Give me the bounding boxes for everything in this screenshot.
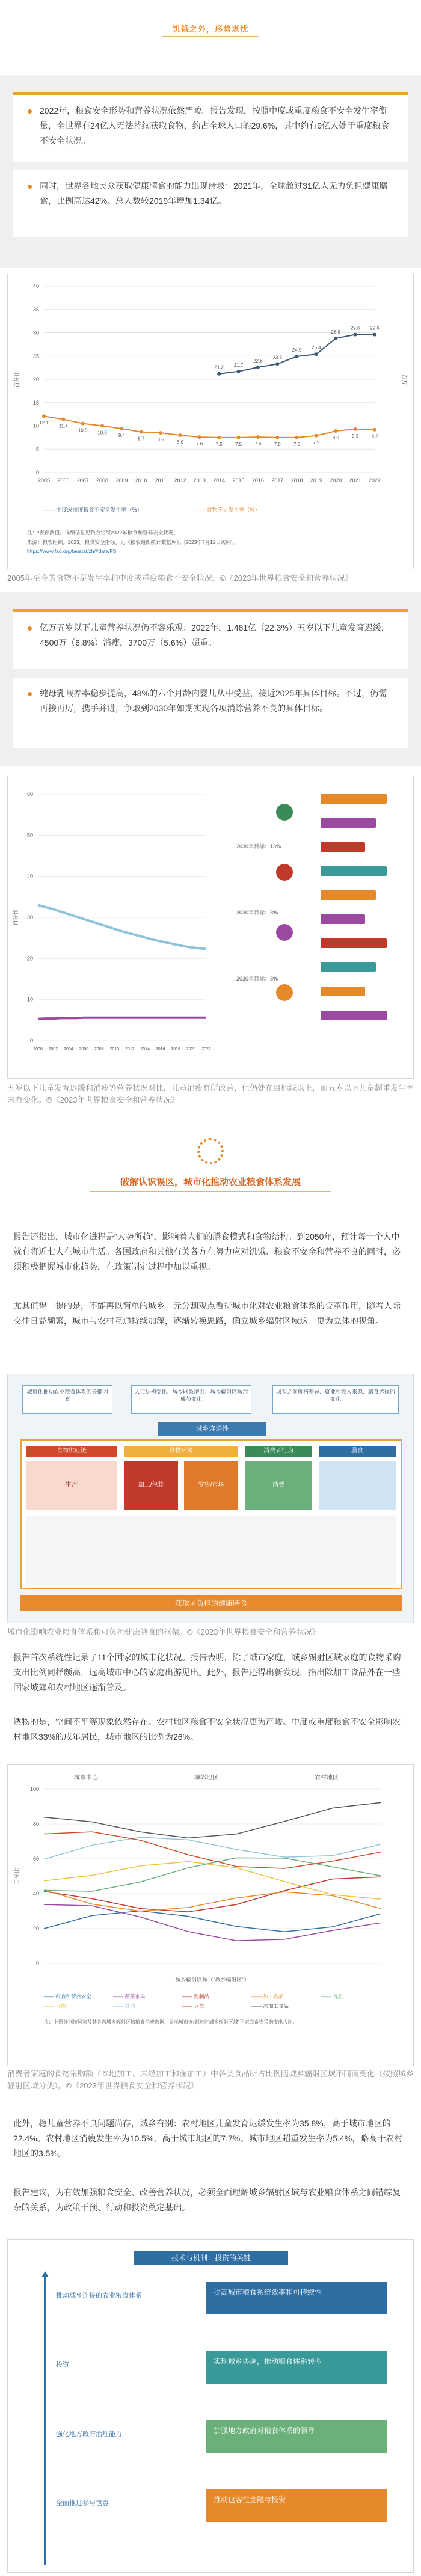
- chart1-data-label: 7.5: [215, 441, 223, 447]
- chart3-caption: 消费者家庭的食物采购额（本地加工、未经加工和深加工）中各类食品所占比例随城乡辐射区域不同而变化（按照城乡辐射区域分类）。©《2023年世界粮食安全和营养状况》: [7, 2069, 414, 2090]
- chart3-zone-label: 城市中心: [74, 1775, 98, 1781]
- chart1-ytick: 35: [32, 306, 39, 313]
- chart1-xtick: 2006: [57, 477, 70, 483]
- chart1-data-label: 8.5: [157, 437, 164, 443]
- chart1-data-label: 10.5: [78, 427, 88, 433]
- chart1-ytick: 40: [32, 283, 39, 289]
- diagram-col4: 膳食: [319, 1446, 396, 1457]
- chart4-left-label: 推动城乡连接的农业粮食体系: [56, 2292, 142, 2299]
- chart1-data-label: 21.2: [214, 364, 224, 370]
- chart3-xlabel: 城乡辐射区域（“城乡辐射区”）: [175, 1977, 250, 1983]
- chart3-legend-item: —— 蔬菜水果: [113, 1993, 146, 1999]
- chart3-ytick: 100: [29, 1786, 39, 1792]
- chart2-infobar: [321, 866, 387, 876]
- chart2-xtick: 2010: [109, 1047, 120, 1051]
- chart1-point: [295, 436, 299, 439]
- person-icon: [276, 864, 293, 881]
- chart1-point: [217, 436, 221, 439]
- chart1-data-label: 8.9: [332, 435, 339, 441]
- chart1-point: [256, 366, 260, 369]
- diagram-driver-box: 城市化推动农业粮食体系的关键因素: [22, 1385, 112, 1414]
- chart4-item-box: 实现城乡协调，推动粮食体系转型: [206, 2351, 387, 2384]
- chart3-ytick: 0: [35, 1960, 39, 1966]
- bullet-dot: [28, 185, 32, 189]
- chart3-box: [7, 1764, 414, 2066]
- chart1-xtick: 2010: [135, 477, 147, 483]
- chart1-data-label: 7.6: [254, 441, 262, 447]
- chart1-point: [237, 370, 241, 373]
- chart1-point: [61, 418, 65, 421]
- chart1-point: [334, 429, 337, 433]
- chart3-ytick: 20: [32, 1926, 39, 1932]
- chart1-xtick: 2015: [232, 477, 245, 483]
- chart4-item-box: 加强地方政府对粮食体系的领导: [206, 2420, 387, 2453]
- diagram-caption: 城市化影响农业粮食体系和可负担健康膳食的框架。©《2023年世界粮食安全和营养状况》: [7, 1627, 320, 1636]
- chart2-infobar: [321, 962, 376, 972]
- chart1-xtick: 2011: [155, 477, 167, 483]
- chart2-xtick: 2016: [155, 1047, 165, 1051]
- bullet-text-4: 纯母乳喂养率稳步提高，48%的六个月龄内婴儿从中受益，接近2025年具体目标。不过，仍需再接再厉，携手并进，争取到2030年如期实现各项消除营养不良的具体目标。: [40, 688, 387, 713]
- chart2-infobar: [321, 890, 376, 900]
- section3-para5: 此外，稳儿童营养不良问题尚存，城乡有别：农村地区儿童发育迟缓发生率为35.8%，高于城市地区的22.4%。农村地区消瘦发生率为10.5%，高于城市地区的7.7%。城市地区超重发生率为5.4%，略高于农村地区的3.5%。: [13, 2119, 403, 2158]
- chart1-xtick: 2018: [290, 477, 303, 483]
- chart1-data-label: 8.7: [138, 436, 145, 442]
- chart1-point: [354, 427, 357, 431]
- chart3-ytick: 80: [32, 1821, 39, 1827]
- chart3-legend-item: —— 乳制品: [182, 1993, 209, 1999]
- chart1-data-label: 11.4: [58, 423, 68, 429]
- chart1-xtick: 2009: [115, 477, 128, 483]
- chart1-point: [81, 422, 85, 426]
- diagram-frame: [20, 1439, 402, 1589]
- chart1-data-label: 21.7: [233, 362, 244, 368]
- chart3-legend-item: —— 豆类: [182, 2003, 204, 2009]
- section3-para2: 尤其值得一提的是，不能再以简单的城乡二元分割观点看待城市化对农业粮食体系的变革作用，随着人际交往日益频繁，城市与农村互通持续加深，逐渐转换思路，确立城乡辐射区域这一更为立体的视角。: [13, 1301, 401, 1326]
- chart1-legend-item: —— 食物不足发生率（%）: [194, 507, 260, 513]
- chart2-infobar: [321, 987, 365, 996]
- chart1-series-line: [44, 416, 375, 438]
- bullet-dot: [28, 692, 32, 696]
- chart1-data-label: 29.6: [350, 325, 360, 331]
- bullet-text-1: 2022年，粮食安全形势和营养状况依然严峻。报告发现，按照中度或重度粮食不安全发生率衡量，全世界有24亿人无法持续获取食物，约占全球人口的29.6%，其中约有9亿人处于重度粮食不安全状况。: [40, 106, 390, 145]
- bullet-text-2: 同时，世界各地民众获取健康膳食的能力出现滑坡：2021年，全球超过31亿人无力负担健康膳食，比例高达42%。总人数较2019年增加1.34亿。: [40, 181, 388, 206]
- chart1-xtick: 2008: [96, 477, 109, 483]
- chart1-xtick: 2016: [251, 477, 264, 483]
- chart3-zone-label: 农村地区: [315, 1775, 339, 1781]
- diagram-demography-box: 人口结构变化、城乡联系增强、城乡辐射区域形成与变化: [131, 1385, 251, 1414]
- chart3-legend-item: —— 深加工食品: [251, 2003, 289, 2009]
- chart4-item-box: 提高城市粮食系统效率和可持续性: [206, 2282, 387, 2314]
- chart1-point: [315, 434, 318, 438]
- chart3-note: 注：上图分别按国家及其各自城乡辐射区域粮食消费数据，显示城市连续统中“城乡辐射区域”下家庭食物采购支出占比。: [44, 2019, 298, 2025]
- person-icon: [276, 924, 293, 941]
- chart3-series-line: [44, 1837, 381, 1859]
- person-icon: [276, 984, 293, 1001]
- bullet-card-2: [13, 170, 408, 237]
- chart2-box: [7, 776, 414, 1079]
- section3-para3: 报告首次系统性记录了11个国家的城市化状况。报告表明，除了城市家庭，城乡辐射区域家庭的食物采购支出比例同样颇高，远高城市中心的家庭出游见出。此外，报告还得出新发现，指出除加工食品外在一些国家城郊和农村地区逐渐普及。: [13, 1653, 401, 1692]
- chart4-left-label: 全面推进参与包容: [56, 2500, 109, 2507]
- chart1-data-label: 7.5: [235, 441, 242, 447]
- chart3-ytick: 40: [32, 1891, 39, 1897]
- chart1-ylabel-right: 百万: [401, 373, 407, 385]
- chart2-ytick: 20: [26, 955, 33, 962]
- chart2-infobar: [321, 914, 365, 924]
- chart3-legend-item: —— 肉类: [321, 1993, 343, 1999]
- chart2-xtick: 2002: [48, 1047, 58, 1051]
- section1-title: 饥饿之外，形势堪忧: [172, 25, 248, 34]
- chart3-legend-item: —— 粮食和营养安全: [44, 1993, 91, 1999]
- chart1-data-label: 7.6: [196, 441, 203, 447]
- chart1-point: [373, 333, 376, 337]
- chart1-ytick: 5: [35, 446, 39, 453]
- chart1-source: 来源：粮农组织。2023。粮食安全指标。见《粮农组织统计数据库》。[2023年7月12日访问]。: [27, 539, 238, 545]
- bullet-card-4: [13, 678, 408, 748]
- chart1-xtick: 2021: [349, 477, 361, 483]
- chart1-xtick: 2022: [368, 477, 381, 483]
- chart1-point: [373, 428, 376, 432]
- diagram-diet-box: [319, 1461, 396, 1510]
- chart1-data-label: 9.4: [118, 433, 125, 439]
- chart1-data-label: 8.0: [176, 439, 184, 445]
- chart1-data-label: 23.3: [272, 355, 283, 361]
- bullet-dot: [28, 109, 32, 114]
- chart1-xtick: 2019: [310, 477, 322, 483]
- chart1-box: [7, 274, 414, 569]
- chart1-point: [42, 414, 46, 418]
- chart1-point: [354, 333, 357, 337]
- summary-panel-2: [0, 592, 421, 766]
- section3-para6: 报告建议，为有效加强粮食安全、改善营养状况，必须全面理解城乡辐射区域与农业粮食体系之间错综复杂的关系，为政策干预、行动和投资奠定基础。: [13, 2188, 401, 2212]
- chart4-title: 技术与机制：投资的关键: [134, 2251, 288, 2265]
- chart1-point: [334, 337, 337, 340]
- chart2-xtick: 2018: [171, 1047, 180, 1051]
- chart1-data-label: 7.5: [274, 441, 281, 447]
- chart2-xtick: 2012: [124, 1047, 135, 1051]
- chart3-legend-item: —— 谷物: [44, 2003, 66, 2009]
- diagram-col3: 消费者行为: [245, 1446, 312, 1457]
- chart2-svg: [8, 776, 413, 1078]
- chart1-data-label: 9.3: [352, 433, 359, 439]
- chart2-ylabel: 百分比: [13, 909, 19, 926]
- chart1-xtick: 2005: [37, 477, 51, 483]
- sdg-wheel-icon: [197, 1138, 224, 1164]
- chart4-left-label: 强化地方政府治理能力: [56, 2431, 122, 2438]
- chart3-legend-item: —— 加工食品: [251, 1993, 284, 1999]
- bullet-text-3: 亿万五岁以下儿童营养状况仍不容乐观：2022年，1.481亿（22.3%）五岁以下儿童发育迟缓，4500万（6.8%）消瘦，3700万（5.6%）超重。: [40, 623, 390, 647]
- chart2-infobar: [321, 938, 387, 948]
- chart2-infobar: [321, 842, 365, 852]
- chart4-left-label: 投资: [56, 2361, 69, 2369]
- section3-title: 破解认识误区，城市化推动农业粮食体系发展: [120, 1177, 301, 1187]
- chart1-data-label: 22.6: [253, 358, 263, 364]
- chart1-ytick: 15: [32, 399, 39, 406]
- bullet-dot: [28, 626, 32, 631]
- framework-diagram: [7, 1374, 414, 1623]
- chart1-ytick: 20: [32, 376, 39, 382]
- chart1-data-label: 24.9: [292, 347, 302, 353]
- chart1-data-label: 29.6: [370, 325, 380, 331]
- chart2-xtick: 2004: [64, 1047, 73, 1051]
- chart2-infobar: [321, 1011, 387, 1020]
- diagram-col1: 食物供应链: [26, 1446, 117, 1457]
- chart2-xtick: 2020: [186, 1047, 196, 1051]
- arrow-up-icon: [41, 2271, 49, 2277]
- chart1-xtick: 2012: [174, 477, 186, 483]
- diagram-production: [26, 1461, 117, 1510]
- chart2-infobar: [321, 818, 376, 828]
- diagram-detail-area: [26, 1516, 396, 1585]
- chart1-link[interactable]: https://www.fao.org/faostat/zh/#data/FS: [27, 548, 117, 554]
- diagram-connectivity-header: 城乡连通性: [158, 1422, 266, 1436]
- chart1-xtick: 2020: [330, 477, 342, 483]
- summary-panel-1: [0, 75, 421, 268]
- chart1-data-label: 25.4: [312, 345, 321, 351]
- chart1-xtick: 2007: [76, 477, 89, 483]
- chart1-point: [237, 436, 241, 439]
- chart1-ytick: 10: [32, 423, 39, 429]
- chart1-point: [275, 362, 279, 366]
- chart2-xtick: 2000: [33, 1047, 43, 1051]
- diagram-sub1: 生产: [65, 1481, 78, 1488]
- chart2-ytick: 30: [26, 914, 33, 920]
- chart2-target-label: 2030年目标：3%: [236, 976, 278, 982]
- diagram-col2: 食物环境: [124, 1446, 238, 1457]
- chart1-ytick: 25: [32, 353, 39, 359]
- section3-para1: 报告还指出，城市化进程是“大势所趋”，影响着人们的膳食模式和食物结构。到2050年，预计每十个人中就有将近七人在城市生活。各国政府和其他有关各方在努力应对饥饿、粮食不安全和营养不良的同时，必须积极把握城市化趋势，在政策制定过程中加以重视。: [13, 1232, 401, 1271]
- chart3-series-line: [44, 1904, 381, 1941]
- chart2-ytick: 10: [26, 996, 33, 1003]
- chart2-xtick: 2022: [201, 1047, 211, 1051]
- bullet-card-1: [13, 95, 408, 162]
- chart1-series-line: [219, 335, 375, 374]
- chart1-point: [100, 424, 104, 428]
- chart2-caption: 五岁以下儿童发育迟缓和消瘦等营养状况对比，儿童消瘦有所改善，但仍处在目标线以上，而五岁以下儿童超重发生率未有变化。©《2023年世界粮食安全和营养状况》: [7, 1083, 414, 1104]
- chart2-ytick: 0: [29, 1038, 33, 1044]
- chart3-ytick: 60: [32, 1856, 39, 1862]
- title-underline: [162, 36, 259, 37]
- chart1-data-label: 7.5: [293, 441, 301, 447]
- diagram-retail: [184, 1461, 238, 1510]
- chart3-zone-label: 城郊地区: [194, 1775, 218, 1781]
- chart2-ytick: 50: [26, 832, 33, 839]
- chart3-legend-item: —— 其他: [113, 2003, 135, 2009]
- chart1-point: [295, 355, 299, 358]
- bullet-card-3: [13, 612, 408, 669]
- chart1-point: [120, 427, 123, 430]
- chart1-ytick: 30: [32, 329, 39, 336]
- chart1-point: [256, 435, 260, 439]
- chart1-note: 注：*表预测值。详细信息见粮农组织2022年粮食和营养安全状况。: [27, 530, 179, 536]
- section3-underline: [90, 1191, 331, 1192]
- chart1-data-label: 7.9: [313, 439, 320, 445]
- diagram-consumption: [245, 1461, 312, 1510]
- chart2-infobar: [321, 794, 387, 804]
- chart1-point: [159, 431, 162, 435]
- chart1-point: [198, 435, 201, 439]
- chart2-ytick: 60: [26, 791, 33, 797]
- section3-para4: 透物的是，空间不平等现象依然存在。农村地区粮食不安全状况更为严峻。中度或重度粮食不安全影响农村地区33%的成年居民，城市地区的比例为26%。: [13, 1717, 401, 1742]
- person-icon: [276, 804, 293, 821]
- chart2-xtick: 2014: [140, 1047, 150, 1051]
- chart4-box: [7, 2239, 414, 2573]
- diagram-processing: [124, 1461, 178, 1510]
- chart1-legend-item: —— 中度或重度粮食不安全发生率（%）: [44, 507, 143, 513]
- chart1-point: [178, 433, 182, 437]
- chart2-ytick: 40: [26, 873, 33, 880]
- chart3-ylabel: 百分比: [14, 1868, 20, 1885]
- chart2-xtick: 2006: [79, 1047, 89, 1051]
- chart1-xtick: 2013: [193, 477, 206, 483]
- chart2-series-line: [38, 905, 206, 949]
- chart1-point: [217, 372, 221, 376]
- chart1-svg: [8, 274, 413, 527]
- diagram-price-box: 城乡之间价格差异、就业和收入来源、膳食选择的变化: [272, 1385, 399, 1414]
- chart2-xtick: 2008: [94, 1047, 104, 1051]
- chart2-target-label: 2030年目标：13%: [236, 843, 281, 849]
- chart1-xtick: 2014: [213, 477, 226, 483]
- chart1-ylabel: 百分比: [14, 371, 20, 388]
- chart1-point: [275, 436, 279, 439]
- diagram-sub4: 消费: [272, 1482, 284, 1488]
- diagram-bottom-bar: 获取可负担的健康膳食: [20, 1595, 402, 1611]
- chart2-target-label: 2030年目标：3%: [236, 910, 278, 916]
- diagram-sub3: 零售/市场: [198, 1482, 224, 1488]
- chart1-point: [140, 430, 143, 434]
- chart1-data-label: 28.8: [331, 329, 341, 335]
- chart3-svg: [8, 1765, 413, 2030]
- chart1-ytick: 0: [35, 470, 39, 476]
- chart2-series-line: [38, 1018, 206, 1019]
- chart4-item-box: 推动包容性金融与投资: [206, 2489, 387, 2522]
- chart1-data-label: 9.2: [371, 433, 378, 439]
- diagram-sub2: 加工/包装: [138, 1482, 164, 1488]
- chart1-caption: 2005年至今的食物不足发生率和中度或重度粮食不安全状况。©《2023年世界粮食安全和营养状况》: [7, 574, 353, 583]
- chart1-xtick: 2017: [271, 477, 284, 483]
- chart4-axis: [44, 2276, 46, 2565]
- chart1-data-label: 12.1: [39, 420, 49, 426]
- chart1-data-label: 10.0: [97, 430, 107, 436]
- chart1-point: [315, 352, 318, 356]
